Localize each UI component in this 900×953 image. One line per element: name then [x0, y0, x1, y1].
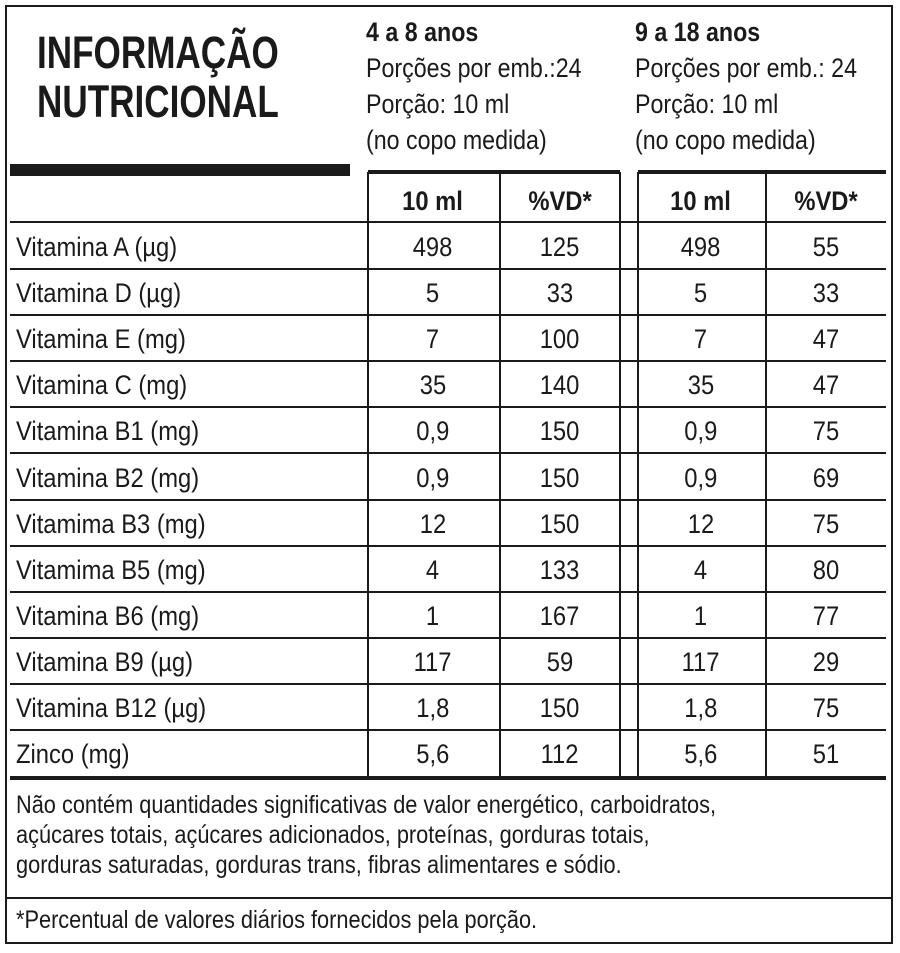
- not-significant-note: [16, 790, 716, 880]
- group-servings: Porções por emb.:24: [366, 53, 582, 83]
- dv-value: 100: [540, 324, 580, 354]
- label-title: [37, 28, 279, 126]
- group-measure: (no copo medida): [366, 125, 547, 155]
- amount-value: 1: [426, 601, 440, 631]
- column-divider: [367, 172, 369, 776]
- nutrient-name: Vitamina B2 (mg): [16, 463, 200, 493]
- amount-value: 1,8: [416, 693, 450, 723]
- title-underline-bar: [10, 164, 350, 176]
- group-measure: (no copo medida): [635, 125, 816, 155]
- dv-value: 150: [540, 693, 580, 723]
- dv-value: 69: [812, 463, 840, 493]
- dv-value: 55: [812, 232, 840, 262]
- title-line-1: INFORMAÇÃO: [37, 27, 279, 78]
- amount-value: 4: [426, 555, 440, 585]
- group-age: 9 a 18 anos: [635, 17, 761, 47]
- note-line: gorduras saturadas, gorduras trans, fibras alimentares e sódio.: [16, 851, 622, 879]
- amount-value: 4: [694, 555, 708, 585]
- dv-value: 112: [541, 739, 579, 769]
- dv-value: 133: [540, 555, 580, 585]
- amount-value: 5,6: [684, 739, 718, 769]
- dv-value: 47: [812, 370, 840, 400]
- amount-value: 5: [694, 278, 708, 308]
- dv-value: 150: [540, 509, 580, 539]
- group-portion: Porção: 10 ml: [366, 89, 510, 119]
- amount-value: 117: [682, 647, 720, 677]
- nutrient-name: Vitamina B6 (mg): [16, 601, 200, 631]
- note-line: açúcares totais, açúcares adicionados, proteínas, gorduras totais,: [16, 821, 650, 849]
- amount-value: 0,9: [684, 463, 718, 493]
- nutrient-name: Vitamina A (µg): [16, 232, 178, 262]
- nutrient-name: Vitamina B9 (µg): [16, 647, 194, 677]
- dv-value: 47: [812, 324, 840, 354]
- nutrient-name: Vitamina E (mg): [16, 324, 186, 354]
- dv-value: 77: [812, 601, 840, 631]
- amount-value: 498: [413, 232, 453, 262]
- amount-value: 498: [681, 232, 721, 262]
- nutrient-name: Zinco (mg): [16, 739, 130, 769]
- col-header-amount-1: 10 ml: [402, 186, 464, 216]
- amount-value: 12: [419, 509, 447, 539]
- nutrient-name: Vitamina B12 (µg): [16, 693, 207, 723]
- dv-value: 140: [540, 370, 580, 400]
- nutrient-name: Vitamina B1 (mg): [16, 416, 200, 446]
- row-divider: [10, 452, 886, 454]
- amount-value: 0,9: [416, 416, 450, 446]
- amount-value: 12: [687, 509, 715, 539]
- column-divider: [619, 172, 621, 776]
- dv-value: 125: [540, 232, 580, 262]
- group-servings: Porções por emb.: 24: [635, 53, 858, 83]
- col-header-dv-1: %VD*: [528, 186, 592, 216]
- group-header-4-8: [366, 14, 582, 158]
- dv-value: 80: [812, 555, 840, 585]
- group-portion: Porção: 10 ml: [635, 89, 779, 119]
- group-bar-4-8: [368, 170, 620, 174]
- title-line-2: NUTRICIONAL: [37, 76, 279, 127]
- group-age: 4 a 8 anos: [366, 17, 479, 47]
- dv-value: 59: [546, 647, 574, 677]
- nutrient-name: Vitamima B5 (mg): [16, 555, 206, 585]
- row-divider: [10, 221, 886, 223]
- amount-value: 0,9: [416, 463, 450, 493]
- col-header-amount-2: 10 ml: [670, 186, 732, 216]
- amount-value: 1,8: [684, 693, 718, 723]
- column-divider: [765, 172, 767, 776]
- dv-value: 150: [540, 463, 580, 493]
- amount-value: 0,9: [684, 416, 718, 446]
- dv-value: 33: [812, 278, 840, 308]
- footnote: [16, 905, 537, 935]
- dv-value: 75: [812, 693, 840, 723]
- nutrient-name: Vitamina C (mg): [16, 370, 188, 400]
- group-header-9-18: [635, 14, 857, 158]
- group-bar-9-18: [638, 170, 886, 174]
- dv-value: 150: [540, 416, 580, 446]
- col-header-dv-2: %VD*: [794, 186, 858, 216]
- footnote-text: *Percentual de valores diários fornecidos pela porção.: [16, 906, 538, 934]
- amount-value: 5: [426, 278, 440, 308]
- table-bottom-bar: [10, 776, 886, 780]
- dv-value: 29: [812, 647, 840, 677]
- nutrient-name: Vitamima B3 (mg): [16, 509, 206, 539]
- dv-value: 167: [540, 601, 580, 631]
- amount-value: 1: [694, 601, 708, 631]
- column-divider: [499, 172, 501, 776]
- amount-value: 5,6: [416, 739, 450, 769]
- amount-value: 7: [426, 324, 440, 354]
- dv-value: 75: [812, 509, 840, 539]
- nutrient-name: Vitamina D (µg): [16, 278, 182, 308]
- dv-value: 33: [546, 278, 574, 308]
- amount-value: 7: [694, 324, 708, 354]
- footnote-divider: [7, 897, 891, 899]
- amount-value: 35: [687, 370, 715, 400]
- amount-value: 117: [414, 647, 452, 677]
- column-divider: [637, 172, 639, 776]
- amount-value: 35: [419, 370, 447, 400]
- dv-value: 75: [812, 416, 840, 446]
- note-line: Não contém quantidades significativas de valor energético, carboidratos,: [16, 791, 717, 819]
- dv-value: 51: [812, 739, 840, 769]
